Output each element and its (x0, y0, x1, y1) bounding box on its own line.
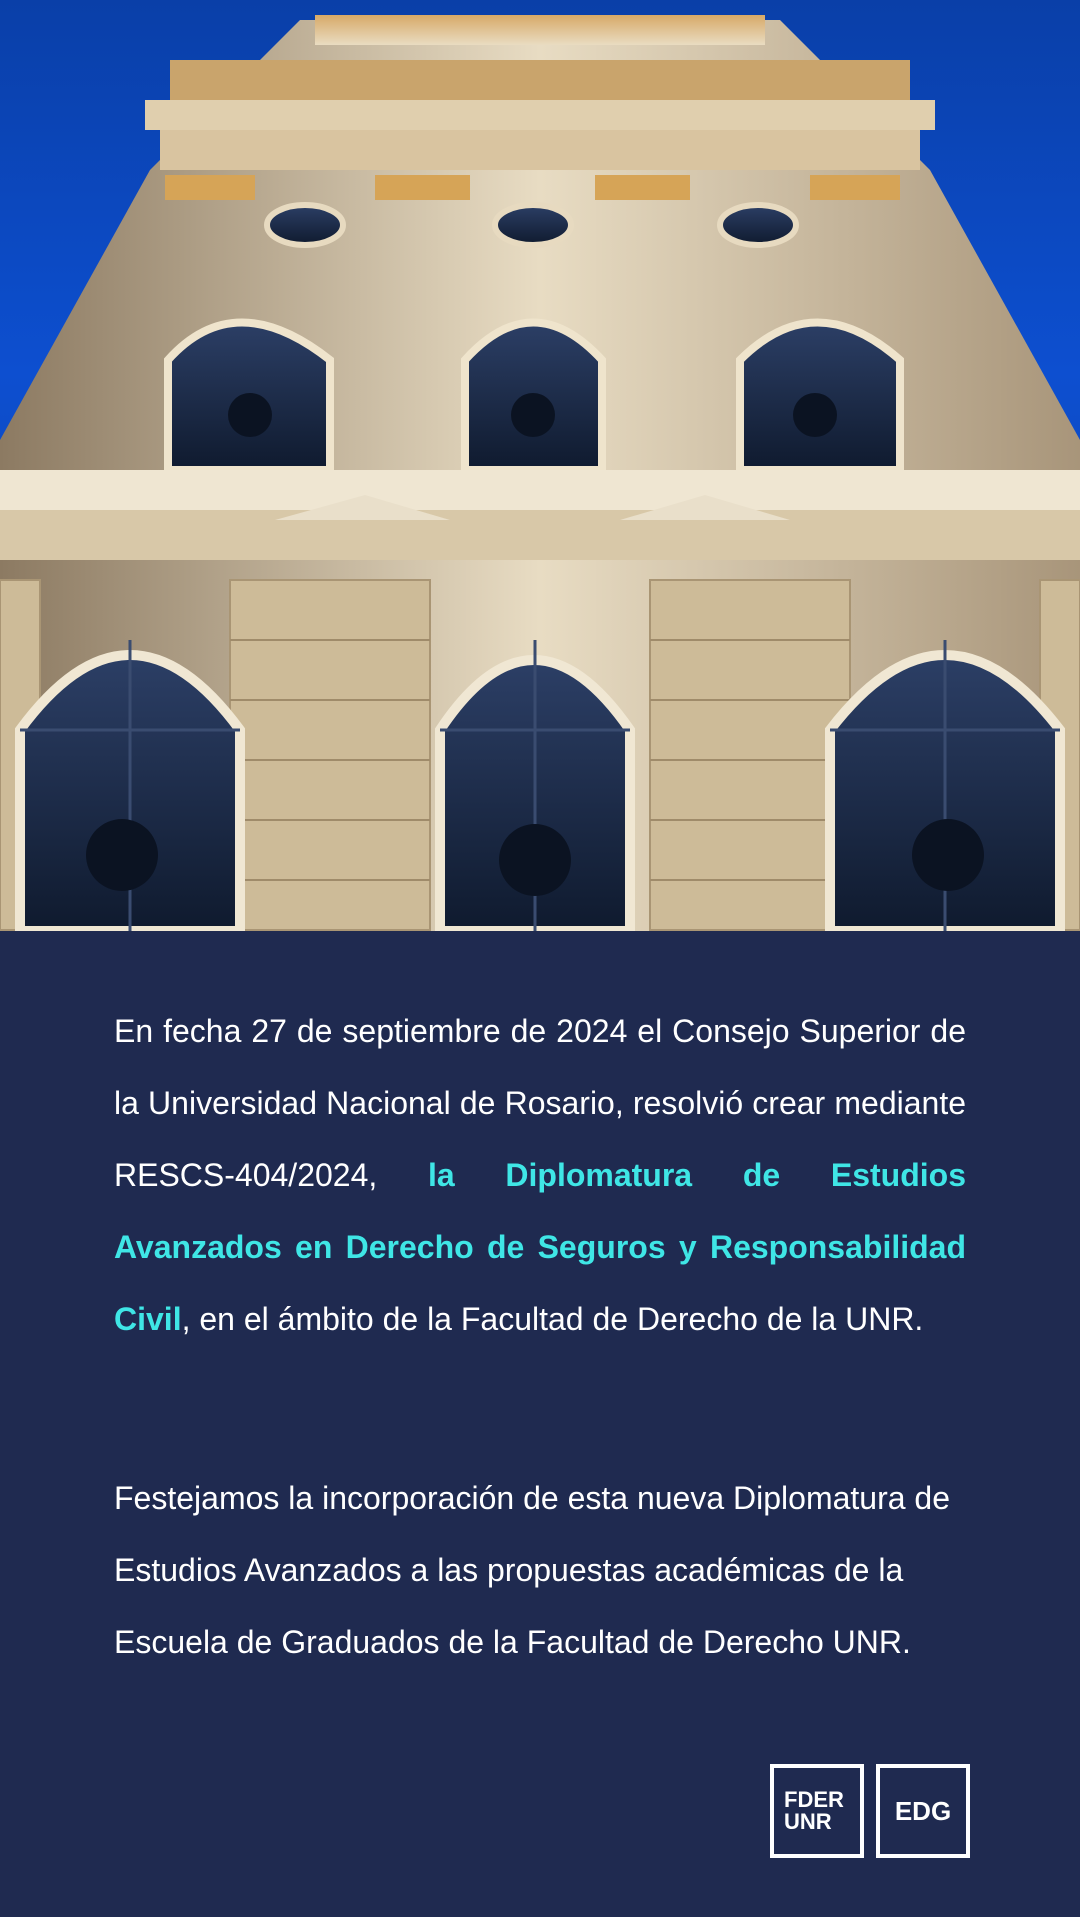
announcement-outro: , en el ámbito de la Facultad de Derecho de la UNR. (181, 1301, 924, 1337)
announcement-paragraph (114, 995, 966, 1355)
edg-logo-text: EDG (894, 1795, 952, 1826)
fder-logo-line1: FDER (784, 1787, 844, 1812)
diplomatura-name-highlight: la Diplomatura de Estudios Avanzados en Derecho de Seguros y Responsabilidad Civil (114, 1157, 967, 1337)
fder-logo-line2: UNR (784, 1809, 832, 1834)
info-panel (0, 931, 1080, 1917)
building-facade-illustration (0, 0, 1080, 931)
logos-group (770, 1764, 970, 1858)
celebration-paragraph: Festejamos la incorporación de esta nueva Diplomatura de Estudios Avanzados a las propuestas académicas de la Escuela de Graduados de la Facultad de Derecho UNR. (114, 1480, 951, 1660)
edg-logo (876, 1764, 970, 1858)
fder-unr-logo (770, 1764, 864, 1858)
hero-photo (0, 0, 1080, 931)
announcement-intro: En fecha 27 de septiembre de 2024 el Consejo Superior de la Universidad Nacional de Rosario, resolvió crear mediante RESCS-404/2024, (114, 1013, 966, 1193)
